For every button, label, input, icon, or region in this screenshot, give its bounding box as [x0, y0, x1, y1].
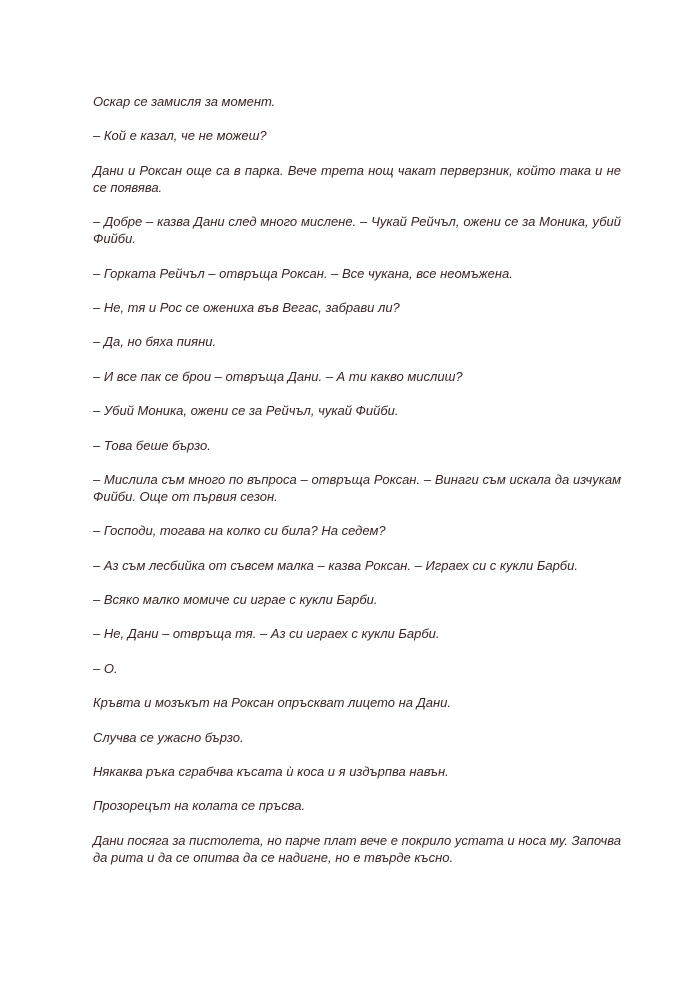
paragraph-9: – Убий Моника, ожени се за Рейчъл, чукай Фийби.	[93, 403, 399, 419]
paragraph-5: – Горката Рейчъл – отвръща Роксан. – Все чукана, все неомъжена.	[93, 265, 513, 281]
story-text	[93, 93, 621, 883]
paragraph-17: Кръвта и мозъкът на Роксан опръскват лицето на Дани.	[93, 695, 452, 711]
paragraph-16: – О.	[93, 660, 118, 676]
paragraph-14: – Всяко малко момиче си играе с кукли Барби.	[93, 592, 378, 608]
paragraph-1: Оскар се замисля за момент.	[93, 94, 276, 109]
paragraph-13: – Аз съм лесбийка от съвсем малка – казва Роксан. – Играех си с кукли Барби.	[93, 557, 578, 573]
paragraph-7: – Да, но бяха пияни.	[93, 334, 217, 350]
paragraph-20: Прозорецът на колата се пръсва.	[93, 798, 306, 814]
paragraph-8: – И все пак се брои – отвръща Дани. – А ти какво мислиш?	[93, 368, 463, 384]
paragraph-3: Дани и Роксан още са в парка. Вече трета нощ чакат перверзник, който така и не се появява.	[93, 162, 621, 195]
paragraph-12: – Господи, тогава на колко си била? На седем?	[93, 523, 386, 539]
paragraph-19: Някаква ръка сграбчва късата ѝ коса и я издърпва навън.	[93, 764, 449, 780]
paragraph-21: Дани посяга за пистолета, но парче плат вече е покрило устата и носа му. Започва да рита и да се опитва да се надигне, но е твърде късно.	[93, 832, 621, 865]
paragraph-18: Случва се ужасно бързо.	[93, 729, 244, 745]
paragraph-10: – Това беше бързо.	[93, 437, 211, 453]
paragraph-2: – Кой е казал, че не можеш?	[93, 128, 267, 144]
paragraph-4: – Добре – казва Дани след много мислене. – Чукай Рейчъл, ожени се за Моника, убий Фийби.	[93, 214, 621, 247]
paragraph-11: – Мислила съм много по въпроса – отвръща Роксан. – Винаги съм искала да изчукам Фийби. Още от първия сезон.	[93, 471, 621, 504]
paragraph-6: – Не, тя и Рос се ожениха във Вегас, забрави ли?	[93, 299, 400, 315]
paragraph-15: – Не, Дани – отвръща тя. – Аз си играех с кукли Барби.	[93, 626, 440, 642]
